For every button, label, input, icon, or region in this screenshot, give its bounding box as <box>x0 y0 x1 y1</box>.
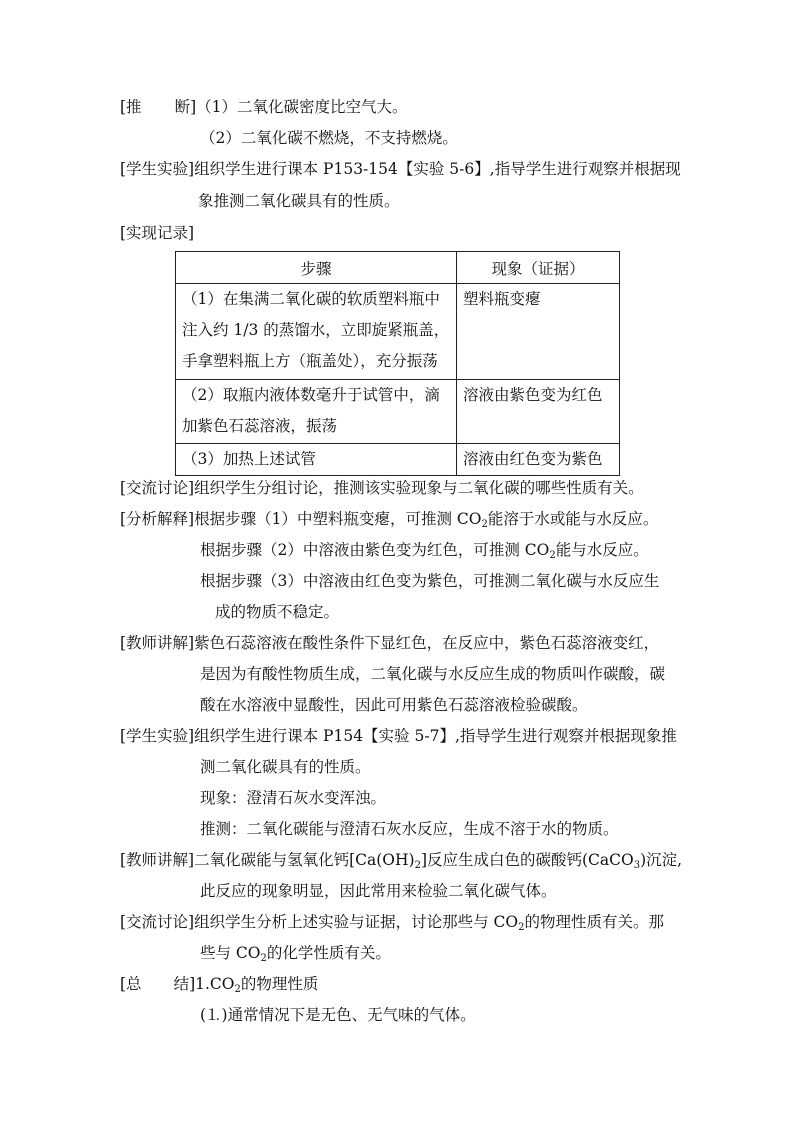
table-row <box>176 380 620 444</box>
analysis-line-3 <box>200 571 659 591</box>
student-exp2-text-3: 现象：澄清石灰水变浑浊。 <box>200 789 387 807</box>
teacher1-line-2 <box>200 664 665 684</box>
table-row <box>176 284 620 380</box>
header-step: 步骤 <box>176 252 457 284</box>
step-line: 手拿塑料瓶上方（瓶盖处），充分振荡 <box>182 352 438 370</box>
student-exp1-line-1 <box>120 159 681 179</box>
student-exp2-text-4: 推测：二氧化碳能与澄清石灰水反应，生成不溶于水的物质。 <box>200 820 619 838</box>
student-exp1-text-1: 组织学生进行课本 P153-154【实验 5-6】,指导学生进行观察并根据现 <box>194 160 681 178</box>
step-cell <box>176 444 457 476</box>
discussion2-text-1b: 的物理性质有关。那 <box>524 913 664 931</box>
student-exp2-line-1 <box>120 726 677 746</box>
analysis-line-1 <box>120 509 658 529</box>
discussion1-line <box>120 478 644 498</box>
inference-tag-end: 断] <box>174 98 197 116</box>
teacher2-line-1 <box>120 850 682 870</box>
analysis-text-1b: 能溶于水或能与水反应。 <box>487 510 659 528</box>
student-exp1-text-2: 象推测二氧化碳具有的性质。 <box>198 192 400 210</box>
student-exp2-tag: [学生实验] <box>120 727 195 745</box>
analysis-text-3: 根据步骤（3）中溶液由红色变为紫色，可推测二氧化碳与水反应生 <box>200 572 660 590</box>
teacher1-text-1: 紫色石蕊溶液在酸性条件下显红色，在反应中，紫色石蕊溶液变红， <box>194 634 660 652</box>
result-text: 溶液由红色变为紫色 <box>463 450 603 468</box>
result-cell <box>457 284 620 380</box>
teacher2-sub-1: 2 <box>414 860 421 871</box>
summary-tag-start: [总 <box>120 975 142 993</box>
analysis-text-4: 成的物质不稳定。 <box>215 603 340 621</box>
discussion1-text: 组织学生分组讨论，推测该实验现象与二氧化碳的哪些性质有关。 <box>194 479 644 497</box>
step-line: 注入约 1/3 的蒸馏水，立即旋紧瓶盖， <box>182 321 450 339</box>
analysis-line-2 <box>200 540 649 560</box>
result-text: 塑料瓶变瘪 <box>463 290 541 308</box>
result-cell <box>457 444 620 476</box>
inference-line-2 <box>200 128 458 148</box>
inference-text-2: （2）二氧化碳不燃烧，不支持燃烧。 <box>200 129 458 147</box>
teacher2-tag: [教师讲解] <box>120 851 195 869</box>
summary-line-2 <box>200 1005 476 1025</box>
teacher1-text-3: 酸在水溶液中显酸性，因此可用紫色石蕊溶液检验碳酸。 <box>200 696 588 714</box>
step-line: （2）取瓶内液体数毫升于试管中，滴 <box>182 386 440 404</box>
record-tag: [实现记录] <box>120 224 195 242</box>
summary-text-2: (⒈)通常情况下是无色、无气味的气体。 <box>200 1006 476 1024</box>
summary-text-1b: 的物理性质 <box>240 975 319 993</box>
inference-text-1: （1）二氧化碳密度比空气大。 <box>196 98 408 116</box>
summary-text-1a: 1.CO <box>195 975 235 993</box>
teacher2-line-2 <box>200 881 557 901</box>
step-line: （3）加热上述试管 <box>182 450 316 468</box>
record-table <box>175 251 620 476</box>
teacher1-line-3 <box>200 695 588 715</box>
step-line: 加紫色石蕊溶液，振荡 <box>182 417 338 435</box>
inference-line-1 <box>120 97 408 117</box>
step-line: （1）在集满二氧化碳的软质塑料瓶中 <box>182 290 440 308</box>
analysis-text-1a: 根据步骤（1）中塑料瓶变瘪，可推测 CO <box>194 510 482 528</box>
step-cell <box>176 284 457 380</box>
student-exp2-line-2 <box>200 757 371 777</box>
record-heading <box>120 223 194 243</box>
discussion1-tag: [交流讨论] <box>120 479 195 497</box>
teacher2-text-2: 此反应的现象明显，因此常用来检验二氧化碳气体。 <box>200 882 557 900</box>
teacher1-line-1 <box>120 633 659 653</box>
analysis-sub-1: 2 <box>481 519 488 530</box>
summary-line-1 <box>120 974 318 994</box>
teacher1-text-2: 是因为有酸性物质生成，二氧化碳与水反应生成的物质叫作碳酸，碳 <box>200 665 666 683</box>
discussion2-text-2a: 些与 CO <box>200 944 261 962</box>
analysis-text-2a: 根据步骤（2）中溶液由紫色变为红色，可推测 CO <box>200 541 550 559</box>
student-exp2-text-1: 组织学生进行课本 P154【实验 5-7】,指导学生进行观察并根据现象推 <box>194 727 677 745</box>
summary-tag-end: 结] <box>173 975 196 993</box>
step-cell <box>176 380 457 444</box>
analysis-text-2b: 能与水反应。 <box>555 541 649 559</box>
discussion2-sub-2: 2 <box>260 953 267 964</box>
result-cell <box>457 380 620 444</box>
result-text: 溶液由紫色变为红色 <box>463 386 603 404</box>
header-result: 现象（证据） <box>457 252 620 284</box>
analysis-sub-2: 2 <box>549 550 556 561</box>
teacher2-text-1c: )沉淀, <box>640 851 683 869</box>
teacher2-text-1a: 二氧化碳能与氢氧化钙[Ca(OH) <box>194 851 415 869</box>
discussion2-text-2b: 的化学性质有关。 <box>266 944 391 962</box>
table-header-row <box>176 252 620 284</box>
summary-sub-1: 2 <box>234 984 241 995</box>
discussion2-tag: [交流讨论] <box>120 913 195 931</box>
student-exp2-text-2: 测二氧化碳具有的性质。 <box>200 758 371 776</box>
table-row <box>176 444 620 476</box>
student-exp1-line-2 <box>198 191 400 211</box>
analysis-line-4 <box>215 602 339 622</box>
student-exp2-line-3 <box>200 788 386 808</box>
discussion2-sub-1: 2 <box>518 922 525 933</box>
discussion2-line-1 <box>120 912 664 932</box>
teacher2-text-1b: ]反应生成白色的碳酸钙(CaCO <box>420 851 634 869</box>
discussion2-line-2 <box>200 943 391 963</box>
inference-tag-start: [推 <box>120 98 142 116</box>
teacher1-tag: [教师讲解] <box>120 634 195 652</box>
teacher2-sub-2: 3 <box>633 860 641 871</box>
analysis-tag: [分析解释] <box>120 510 195 528</box>
discussion2-text-1a: 组织学生分析上述实验与证据，讨论那些与 CO <box>194 913 519 931</box>
student-exp2-line-4 <box>200 819 619 839</box>
student-exp1-tag: [学生实验] <box>120 160 195 178</box>
